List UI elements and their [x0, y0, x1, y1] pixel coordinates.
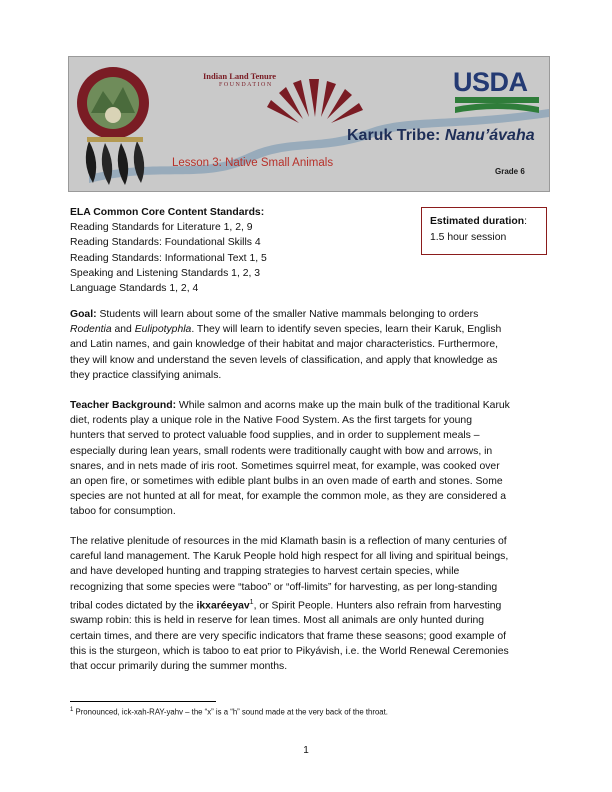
standards-heading: ELA Common Core Content Standards:: [70, 207, 265, 218]
teacher-background-label: Teacher Background:: [70, 400, 177, 411]
standards-item: Language Standards 1, 2, 4: [70, 283, 199, 295]
grade-label: Grade 6: [495, 167, 525, 176]
banner-title-name: Nanu’ávaha: [444, 127, 535, 144]
goal-label: Goal:: [70, 309, 97, 320]
teacher-background-paragraph: Teacher Background: While salmon and acorns make up the main bulk of the traditional Karuk diet, rodents play a unique role in the Native Food System. As the first targets for young hunters that served to protect valuable food supplies, and in order to supplement meals – especially during lean years, small rodents were traditionally caught with bow and arrows, in snares, and in nets made of iris root. Sometimes squirrel meat, for example, was cooked over an open fire, or sometimes with edible plant bulbs in an oven made of earth and stones. Some species are not hunted at all for meat, for example the common mole, as they are considered a taboo for consumption.: [70, 400, 510, 518]
standards-item: Speaking and Listening Standards 1, 2, 3: [70, 267, 261, 279]
footnote-reference[interactable]: 1: [249, 598, 254, 606]
footnote-divider: [70, 701, 216, 702]
footnote: [70, 707, 388, 717]
usda-logo-icon: [455, 97, 539, 113]
org-name-line1: Indian Land Tenure: [203, 71, 277, 81]
standards-item: Reading Standards: Informational Text 1, 5: [70, 252, 267, 264]
estimated-duration-box: [421, 207, 547, 255]
banner-title-prefix: Karuk Tribe:: [347, 127, 445, 144]
karuk-tribe-seal-icon: [77, 67, 149, 139]
goal-paragraph: Goal: Students will learn about some of the smaller Native mammals belonging to orders Rodentia and Eulipotyphla. They will learn to identify seven species, learn their Karuk, English and Latin names, and gain knowledge of their habitat and major characteristics. Furthermore, they will know and understand the seven levels of classification, and apply that knowledge as they practice classifying animals.: [70, 309, 502, 381]
footnote-text: Pronounced, ick-xah-RAY-yahv – the “x” is a “h” sound made at the very back of the throat.: [73, 707, 388, 717]
standards-item: Reading Standards for Literature 1, 2, 9: [70, 222, 253, 234]
duration-label: Estimated duration:: [430, 216, 527, 227]
lesson-title: Lesson 3: Native Small Animals: [172, 157, 334, 169]
header-banner: [68, 56, 550, 192]
sunburst-icon: [267, 79, 363, 123]
standards-block: [70, 205, 267, 296]
standards-item: Reading Standards: Foundational Skills 4: [70, 237, 261, 249]
usda-wordmark: USDA: [453, 67, 528, 97]
ikxareeyav-term: ikxaréeyav: [196, 600, 250, 612]
page-number: 1: [303, 745, 309, 756]
resources-paragraph: The relative plenitude of resources in the mid Klamath basin is a reflection of many centuries of careful land management. The Karuk People hold high respect for all living and spiritual beings, and have developed hunting and trapping strategies to harvest certain species, while recognizing that some species were “taboo” or “off-limits” for harvesting, as per long-standing tribal codes dictated by the ikxaréeyav$^1$, or Spirit People. Hunters also refrain from harvesting swamp robin: this is held in reserve for lean times. Most all animals are only hunted during certain times, and there are very specific indicators that frame these seasons; good example of this is the sturgeon, which is taboo to eat prior to Pikyávish, i.e. the World Renewal Ceremonies that occur primarily during the summer months.: [70, 536, 509, 673]
footnote-marker: 1: [70, 707, 74, 713]
river-shape: [89, 109, 549, 183]
duration-value: 1.5 hour session: [430, 232, 507, 243]
org-name-line2: FOUNDATION: [219, 82, 273, 88]
banner-title: [347, 127, 535, 145]
